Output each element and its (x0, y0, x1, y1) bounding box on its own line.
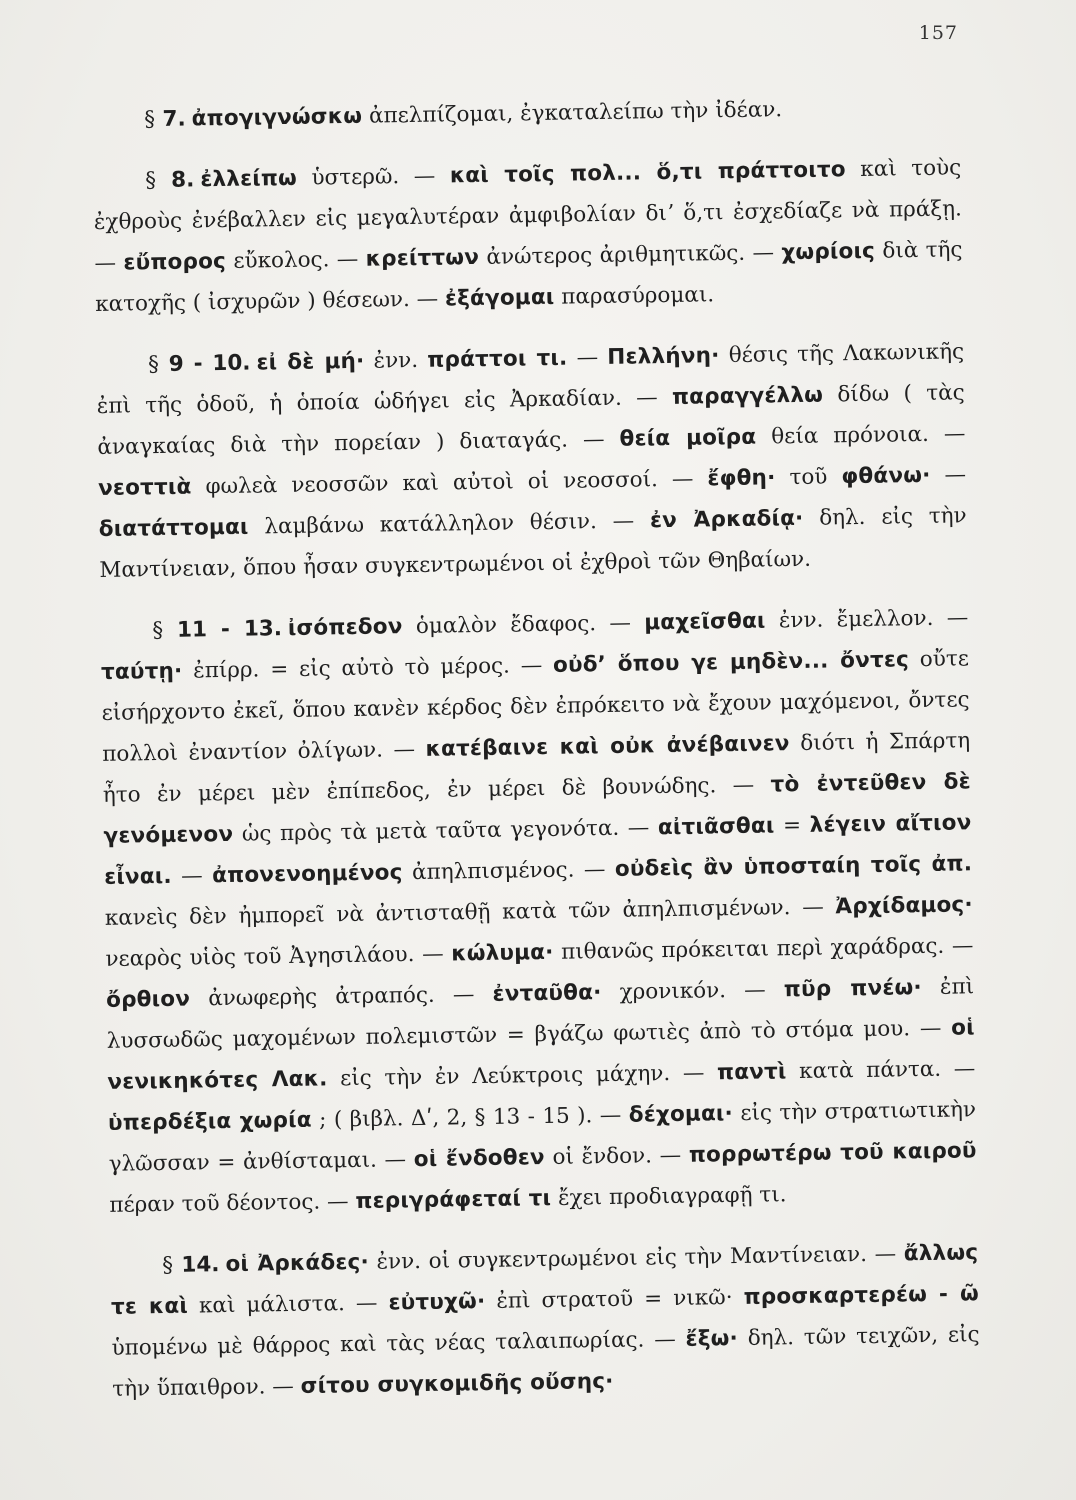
lemma-term: μαχεῖσθαι (644, 608, 766, 636)
gloss-text: εἰς τὴν ἐν Λεύκτροις μάχην. — (327, 1060, 718, 1092)
section-number: 9 - 10. (168, 350, 251, 377)
gloss-text: ἐνν. οἱ συγκεντρωμένοι εἰς τὴν Μαντίνειαν. — (368, 1241, 904, 1275)
gloss-text: ἀνώτερος ἀριθμητικῶς. — (478, 240, 782, 270)
section-symbol: § (144, 107, 156, 133)
lemma-term: προσκαρτερέω - ῶ (743, 1281, 980, 1310)
gloss-text: ἐπὶ λυσσωδῶς μαχομένων πολεμιστῶν = βγάζω φωτιὲς ἀπὸ τὸ στόμα μου. — (106, 974, 975, 1054)
lemma-term: οἱ ἔνδοθεν (413, 1145, 545, 1173)
page-number: 157 (918, 22, 958, 44)
lemma-term: οὐδεὶς ἂν ὑποσταίη τοῖς ἀπ. (614, 851, 973, 882)
gloss-text: εἰς τὴν στρατιωτικὴν γλῶσσαν = ἀνθίσταμαι. — (108, 1097, 977, 1177)
gloss-text: πιθανῶς πρόκειται περὶ χαράδρας. — (553, 933, 974, 965)
section-symbol: § (152, 617, 164, 644)
gloss-text: — (930, 462, 967, 488)
gloss-text: παρασύρομαι. (554, 282, 715, 310)
gloss-text: = (774, 812, 810, 839)
gloss-text: εὔκολος. — (225, 246, 366, 274)
gloss-text: δηλ. τῶν τειχῶν, εἰς τὴν ὕπαιθρον. — (112, 1322, 980, 1402)
lemma-term: οὐδʼ ὅπου γε μηδὲν... ὄντες (552, 647, 910, 678)
gloss-text: δίδω ( τὰς ἀναγκαίας διὰ τὴν πορείαν ) διαταγάς. — (97, 380, 965, 460)
section-label (144, 107, 186, 133)
gloss-text: ἐνν. ἔμελλον. — (765, 605, 969, 634)
section-label (145, 167, 194, 193)
section-number: 8. (171, 167, 195, 193)
lemma-term: νεοττιὰ (97, 474, 192, 501)
lemma-term: εὐτυχῶ· (388, 1288, 486, 1316)
lemma-term: ταύτῃ· (100, 658, 183, 685)
section-label (152, 616, 282, 643)
gloss-text: ἔχει προδιαγραφῇ τι. (550, 1182, 787, 1211)
gloss-text: διὰ τῆς κατοχῆς ( ἰσχυρῶν ) θέσεων. — (95, 237, 963, 317)
lemma-term: πράττοι τι. (427, 345, 568, 373)
gloss-text: λαμβάνω κατάλληλον θέσιν. — (248, 508, 651, 540)
lemma-term: ἐν Ἀρκαδίᾳ· (649, 505, 804, 534)
section-symbol: § (162, 1252, 174, 1279)
lemma-term: αἰτιᾶσθαι (657, 813, 775, 841)
paragraph-section-7 (92, 86, 961, 141)
lemma-term: πορρωτέρω τοῦ καιροῦ (688, 1138, 977, 1168)
section-number: 14. (181, 1252, 220, 1278)
gloss-text: ἐπὶ στρατοῦ = νικῶ· (485, 1284, 744, 1314)
gloss-text: — (171, 863, 213, 889)
lemma-term: Πελλήνη· (607, 343, 720, 370)
paragraph-section-9-10 (96, 331, 968, 591)
lemma-term: παραγγέλλω (671, 382, 824, 410)
gloss-text: — (567, 344, 608, 371)
lemma-term: ἐνταῦθα· (492, 980, 602, 1007)
lemma-term: παντὶ (716, 1059, 787, 1086)
section-label (162, 1252, 220, 1278)
lemma-term: ἔφθη· (707, 465, 776, 492)
lemma-term: ἐξάγομαι (444, 284, 555, 312)
lemma-term: ἰσόπεδον (287, 614, 403, 641)
gloss-text: χρονικόν. — (601, 977, 785, 1006)
gloss-text: ; ( βιβλ. Δʹ, 2, § 13 - 15 ). — (311, 1102, 629, 1133)
lemma-term: χωρίοις (781, 238, 876, 266)
lemma-term: σίτου συγκομιδῆς οὔσης· (300, 1368, 614, 1399)
gloss-text: θέσις τῆς Λακωνικῆς ἐπὶ τῆς ὁδοῦ, ἡ ὁποία ὡδήγει εἰς Ἀρκαδίαν. — (96, 339, 965, 419)
gloss-text: ὑστερῶ. — (296, 163, 451, 191)
gloss-text: νεαρὸς υἱὸς τοῦ Ἀγησιλάου. — (105, 941, 452, 972)
gloss-text: οὔτε εἰσήρχοντο ἐκεῖ, ὅπου κανὲν κέρδος δὲν ἐπρόκειτο νὰ ἔχουν μαχόμενοι, ὄντες πολλοὶ ἐναντίον ὀλίγων. — (101, 646, 970, 767)
gloss-text: καὶ τοὺς ἐχθροὺς ἐνέβαλλεν εἰς μεγαλυτέραν ἀμφιβολίαν διʼ ὅ,τι ἐσχεδίαζε νὰ πράξῃ. — (93, 155, 963, 276)
gloss-text: τοῦ (775, 464, 842, 491)
lemma-term: φθάνω· (841, 462, 931, 490)
lemma-term: περιγράφεταί τι (355, 1185, 552, 1214)
lemma-term: Ἀρχίδαμος· (835, 892, 973, 920)
gloss-text: ὑπομένω μὲ θάρρος καὶ τὰς νέας ταλαιπωρίας. — (111, 1326, 686, 1361)
gloss-text: θεία πρόνοια. — (756, 421, 966, 450)
gloss-text: διότι ἡ Σπάρτη ἦτο ἐν μέρει μὲν ἐπίπεδος, ἐν μέρει δὲ βουνώδης. — (102, 728, 971, 808)
section-symbol: § (147, 351, 160, 378)
gloss-text: ἀπελπίζομαι, ἐγκαταλείπω τὴν ἰδέαν. (361, 97, 783, 129)
gloss-text: καὶ μάλιστα. — (187, 1290, 389, 1319)
lemma-term: κώλυμα· (451, 939, 554, 967)
gloss-text: πέραν τοῦ δέοντος. — (109, 1189, 356, 1218)
lemma-term: πῦρ πνέω· (783, 975, 922, 1003)
paragraph-section-8 (93, 147, 963, 325)
lemma-term: κρείττων (365, 244, 480, 272)
lemma-term: τὸ ἐντεῦθεν δὲ γενόμενον (103, 769, 972, 849)
lemma-term: δέχομαι· (628, 1101, 734, 1128)
lemma-term: ὄρθιον (105, 986, 191, 1013)
lemma-term: κατέβαινε καὶ οὐκ ἀνέβαινεν (425, 731, 790, 762)
gloss-text: ἀνωφερὴς ἀτραπός. — (189, 981, 493, 1012)
section-number: 7. (162, 106, 186, 132)
gloss-text: ἐνν. (364, 347, 428, 374)
lemma-term: ἀπονενοημένος (211, 860, 403, 889)
lemma-term: εὔπορος (123, 248, 227, 276)
commentary-text (92, 86, 980, 1409)
section-label (148, 351, 251, 378)
gloss-text: δηλ. εἰς τὴν Μαντίνειαν, ὅπου ἦσαν συγκεντρωμένοι οἱ ἐχθροὶ τῶν Θηβαίων. (99, 503, 967, 583)
paragraph-section-11-13 (100, 597, 978, 1226)
gloss-text: ἀπηλπισμένος. — (402, 856, 616, 886)
lemma-term: ἄλλως τε καὶ (110, 1240, 979, 1320)
lemma-term: εἰ δὲ μή· (256, 348, 365, 376)
lemma-term: ἐλλείπω (200, 165, 298, 193)
lemma-term: λέγειν αἴτιον εἶναι. (104, 810, 972, 890)
lemma-term: οἱ Ἀρκάδες· (225, 1249, 370, 1278)
lemma-term: ἔξω· (685, 1326, 739, 1352)
gloss-text: ἐπίρρ. = εἰς αὐτὸ τὸ μέρος. — (182, 652, 554, 684)
lemma-term: καὶ τοῖς πολ... ὅ,τι πράττοιτο (449, 157, 846, 189)
gloss-text: ὁμαλὸν ἔδαφος. — (402, 610, 645, 640)
gloss-text: ὡς πρὸς τὰ μετὰ ταῦτα γεγονότα. — (233, 815, 659, 847)
gloss-text: φωλεὰ νεοσσῶν καὶ αὐτοὶ οἱ νεοσσοί. — (191, 466, 708, 500)
lemma-term: οἱ νενικηκότες Λακ. (107, 1015, 975, 1095)
section-symbol: § (145, 168, 157, 194)
lemma-term: ὑπερδέξια χωρία (107, 1107, 312, 1136)
gloss-text: οἱ ἔνδον. — (544, 1142, 690, 1171)
lemma-term: ἀπογιγνώσκω (191, 103, 363, 132)
section-number: 11 - 13. (176, 616, 283, 643)
lemma-term: διατάττομαι (98, 514, 249, 542)
gloss-text: κατὰ πάντα. — (786, 1056, 976, 1085)
paragraph-section-14 (110, 1232, 980, 1410)
lemma-term: θεία μοῖρα (619, 424, 757, 452)
gloss-text: κανεὶς δὲν ἠμπορεῖ νὰ ἀντισταθῇ κατὰ τῶν ἀπηλπισμένων. — (104, 894, 836, 931)
